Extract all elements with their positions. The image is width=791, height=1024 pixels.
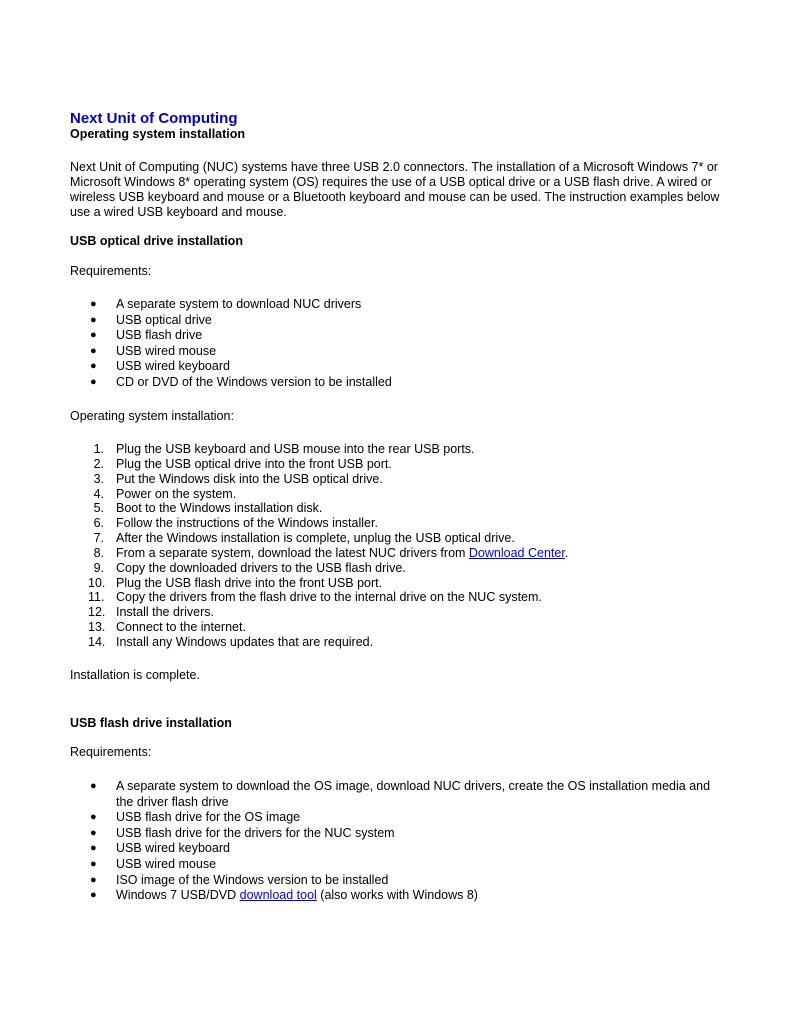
bullet-icon: ● <box>90 842 97 855</box>
doc-subtitle: Operating system installation <box>70 127 246 141</box>
list-item: 1. Plug the USB keyboard and USB mouse into the rear USB ports. <box>93 442 475 456</box>
bullet-icon: ● <box>90 360 97 373</box>
list-item: 9. Copy the downloaded drivers to the USB flash drive. <box>93 560 406 575</box>
list-item: ● A separate system to download the OS image, download NUC drivers, create the OS installation media and the driver flash drive <box>90 779 711 809</box>
intro-paragraph: Next Unit of Computing (NUC) systems have three USB 2.0 connectors. The installation of a Microsoft Windows 7* or Microsoft Windows 8* operating system (OS) requires the use of a USB optical drive or a USB flash drive. A wired or wireless USB keyboard and mouse or a Bluetooth keyboard and mouse can be used. The instruction examples below use a wired USB keyboard and mouse. <box>70 160 720 219</box>
optical-heading: USB optical drive installation <box>70 234 243 248</box>
list-item: ● A separate system to download NUC drivers <box>90 297 362 311</box>
list-item: 12. Install the drivers. <box>88 605 214 620</box>
bullet-icon: ● <box>90 873 97 886</box>
list-item: ● USB wired keyboard <box>90 841 230 856</box>
optical-requirements-label: Requirements: <box>70 264 152 278</box>
list-item: 5. Boot to the Windows installation disk. <box>93 501 323 516</box>
flash-requirements-label: Requirements: <box>70 745 152 759</box>
list-item: 14. Install any Windows updates that are required. <box>88 634 374 649</box>
list-item: ● USB wired keyboard <box>90 359 230 374</box>
os-installation-label: Operating system installation: <box>70 409 234 423</box>
list-item: 11. Copy the drivers from the flash drive to the internal drive on the NUC system. <box>88 590 542 605</box>
list-item: 8. From a separate system, download the latest NUC drivers from Download Center. <box>93 545 569 560</box>
bullet-icon: ● <box>90 780 97 792</box>
list-item: ● USB wired mouse <box>90 856 217 871</box>
installation-complete-text: Installation is complete. <box>70 668 200 682</box>
list-item: 13. Connect to the internet. <box>88 620 246 635</box>
bullet-icon: ● <box>90 313 97 326</box>
list-item: 4. Power on the system. <box>93 486 237 501</box>
bullet-icon: ● <box>90 344 97 357</box>
list-item: 6. Follow the instructions of the Windows installer. <box>93 516 378 531</box>
bullet-icon: ● <box>90 889 97 902</box>
list-item: 10. Plug the USB flash drive into the front USB port. <box>88 575 383 590</box>
bullet-icon: ● <box>90 857 97 870</box>
doc-title: Next Unit of Computing <box>70 110 238 127</box>
optical-steps-list <box>70 442 730 650</box>
list-item: ● USB wired mouse <box>90 343 217 358</box>
list-item: ● USB optical drive <box>90 312 212 327</box>
list-item: 3. Put the Windows disk into the USB optical drive. <box>93 471 383 486</box>
bullet-icon: ● <box>90 811 97 824</box>
optical-requirements-list <box>70 297 730 391</box>
bullet-icon: ● <box>90 298 97 310</box>
bullet-icon: ● <box>90 375 97 388</box>
list-item: 7. After the Windows installation is complete, unplug the USB optical drive. <box>93 531 515 546</box>
list-item: ● USB flash drive for the OS image <box>90 810 301 825</box>
bullet-icon: ● <box>90 329 97 342</box>
flash-requirements-list <box>70 779 730 904</box>
list-item: ● USB flash drive <box>90 328 203 343</box>
list-item: ● CD or DVD of the Windows version to be installed <box>90 374 392 389</box>
bullet-icon: ● <box>90 826 97 839</box>
download-center-link[interactable]: Download Center <box>468 545 565 560</box>
flash-heading: USB flash drive installation <box>70 716 232 730</box>
download-tool-link[interactable]: download tool <box>239 888 317 903</box>
list-item: ● USB flash drive for the drivers for the NUC system <box>90 825 395 840</box>
list-item: 2. Plug the USB optical drive into the front USB port. <box>93 456 392 471</box>
list-item: ● ISO image of the Windows version to be installed <box>90 872 389 887</box>
list-item: ● Windows 7 USB/DVD download tool (also works with Windows 8) <box>90 888 478 903</box>
